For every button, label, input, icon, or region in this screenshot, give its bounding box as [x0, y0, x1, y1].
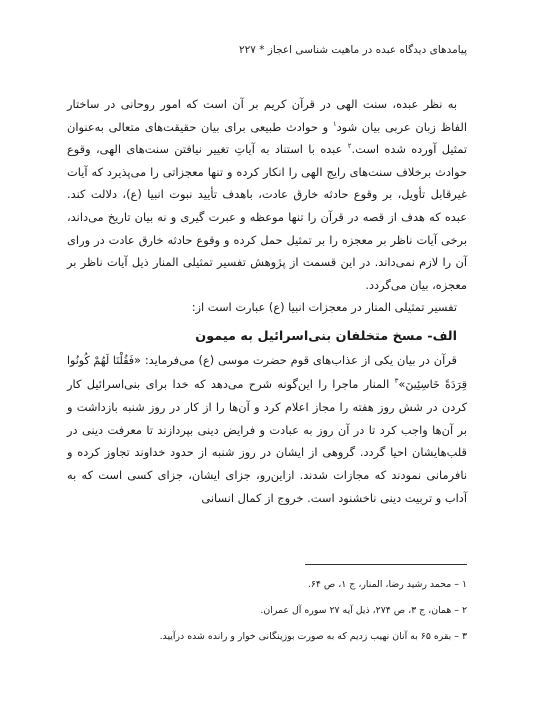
header-separator: *: [259, 44, 265, 56]
main-text: [67, 93, 467, 509]
footnote-2: ۲ – همان، ج ۳، ص ۲۷۴، ذیل آیه ۲۷ سوره آل عمران.: [260, 605, 467, 616]
running-title: پیامدهای دیدگاه عبده در ماهیت شناسی اعجاز: [267, 44, 467, 56]
footnote-3: ۳ – بقره ۶۵ به آنان نهیب زدیم که به صورت بوزینگانی خوار و رانده شده درآیید.: [159, 631, 467, 642]
footnote-divider: [305, 564, 467, 565]
footnotes: [67, 572, 467, 650]
quran-verse: فَقُلْنَا لَهُمْ كُونُوا قِرَدَةً خَاسِئِينَ: [67, 353, 467, 391]
paragraph-section-part-c: المنار ماجرا را این‌گونه شرح می‌دهد که خدا برای بنی‌اسرائیل کار کردن در شش روز هفته را مجاز اعلام کرد و آن‌ها را از کار در روز شنبه بازداشت و بر آن‌ها واجب کرد تا در آن روز به عبادت و فرایض دینی بپردازند تا معرفت دینی در قلب‌هایشان احیا گردد. گروهی از ایشان در روز شنبه از حدود خداوند تجاوز کرده و نافرمانی نمودند که مجازات شدند. ازاین‌رو، جزای ایشان، جزای کسی است که به آداب و تربیت دینی ناخشنود است. خروج از کمال انسانی: [67, 376, 467, 505]
section-heading: الف- مسخ متخلفان بنی‌اسرائیل به میمون: [195, 328, 457, 344]
paragraph-intro: [67, 93, 467, 296]
paragraph-section-part-a: قرآن در بیان یکی از عذاب‌های قوم حضرت موسی (ع) می‌فرماید: «: [134, 352, 457, 367]
running-header: [239, 44, 467, 56]
paragraph-list-intro: تفسیر تمثیلی المنار در معجزات انبیا (ع) عبارت است از:: [191, 300, 457, 315]
paragraph-intro-part-b: و حوادث طبیعی برای بیان حقیقت‌های متعالی به‌عنوان تمثیل آورده شده است.: [67, 119, 467, 157]
footnote-ref-1[interactable]: ۱: [332, 119, 337, 128]
paragraph-intro-part-a: به نظر عبده، سنت الهی در قرآن کریم بر آن است که امور روحانی در ساختار الفاظ زبان عربی بیان شود: [67, 97, 467, 134]
footnote-1: ۱ – محمد رشید رضا، المنار، ج ۱، ص ۶۴.: [307, 579, 467, 590]
footnote-ref-3[interactable]: ۳: [394, 376, 399, 385]
paragraph-section: [67, 349, 467, 509]
page-number: ۲۲۷: [238, 44, 256, 56]
paragraph-intro-part-c: عبده با استناد به آیاتِ تغییر نیافتن سنت‌های الهی، وقوع حوادث برخلاف سنت‌های رایج الهی را انکار کرده و تنها معجزاتی را می‌پذیرد که آیات غیرقابل تأویل، بر وقوع حادثه خارق عادت، باهدف تأیید نبوت انبیا (ع)، دلالت کند. عبده که هدف از قصه در قرآن را تنها موعظه و عبرت گیری و نه بیان تاریخ می‌داند، برخی آیات ناظر بر معجزه را بر تمثیل حمل کرده و وقوع حادثه خارق عادت در ورای آن را لازم نمی‌داند. در این قسمت از پژوهش تفسیر تمثیلی المنار ذیل آیات ناظر بر معجزه، بیان می‌گردد.: [67, 142, 467, 292]
quote-close: »: [398, 376, 406, 391]
footnote-ref-2[interactable]: ۲: [347, 142, 352, 151]
